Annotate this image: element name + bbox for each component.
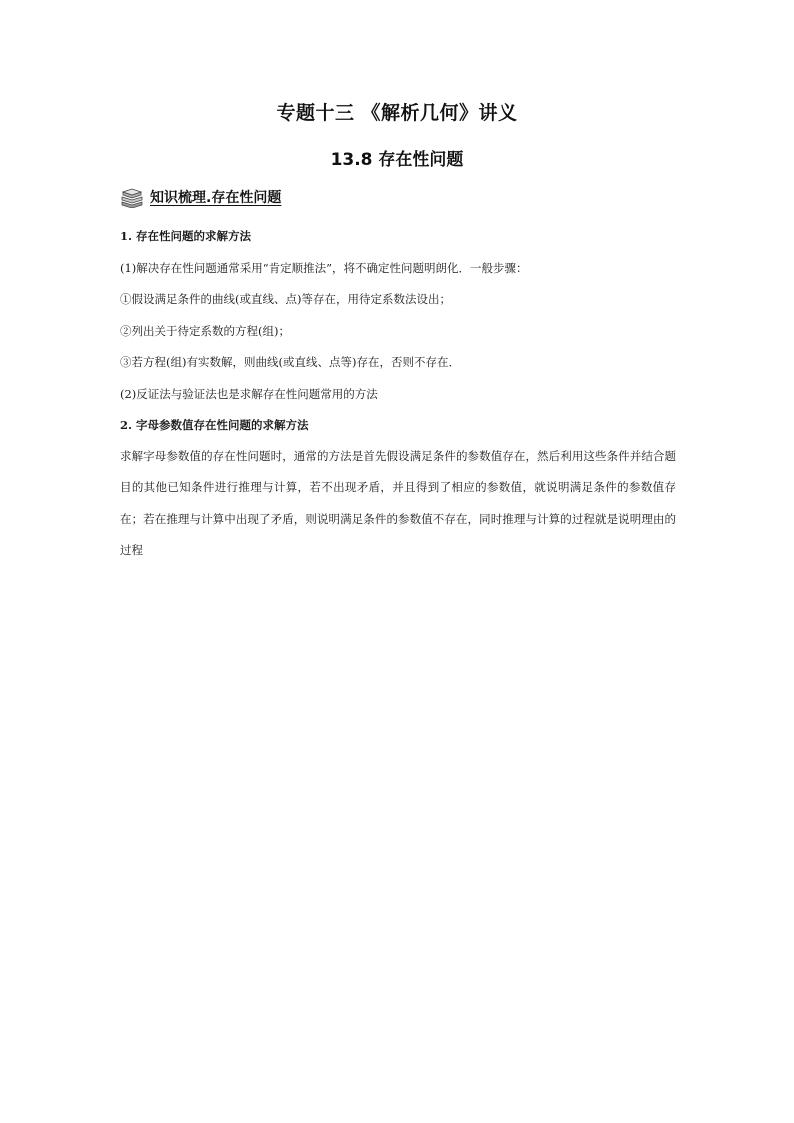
- text-line: ③若方程(组)有实数解，则曲线(或直线、点等)存在，否则不存在．: [120, 355, 460, 369]
- document-title: 专题十三 《解析几何》讲义: [276, 102, 518, 124]
- text-line: (2)反证法与验证法也是求解存在性问题常用的方法: [120, 386, 378, 401]
- section-header: [120, 186, 281, 208]
- section-header-title: 知识梳理.存在性问题: [150, 190, 282, 206]
- document-subtitle: 13.8 存在性问题: [330, 150, 464, 170]
- heading-solution-methods: 1. 存在性问题的求解方法: [120, 229, 252, 243]
- heading-parameter-methods: 2. 字母参数值存在性问题的求解方法: [120, 418, 309, 432]
- body-paragraph: 求解字母参数值的存在性问题时，通常的方法是首先假设满足条件的参数值存在，然后利用这些条件并结合题目的其他已知条件进行推理与计算，若不出现矛盾，并且得到了相应的参数值，就说明满足条件的参数值存在；若在推理与计算中出现了矛盾，则说明满足条件的参数值不存在，同时推理与计算的过程就是说明理由的过程: [120, 448, 676, 557]
- text-line: ①假设满足条件的曲线(或直线、点)等存在，用待定系数法设出；: [120, 292, 451, 306]
- document-body: [120, 228, 676, 567]
- books-icon: [120, 186, 144, 208]
- text-line: ②列出关于待定系数的方程(组)；: [120, 323, 290, 338]
- text-line: (1)解决存在性问题通常采用“肯定顺推法”，将不确定性问题明朗化．一般步骤：: [120, 260, 528, 275]
